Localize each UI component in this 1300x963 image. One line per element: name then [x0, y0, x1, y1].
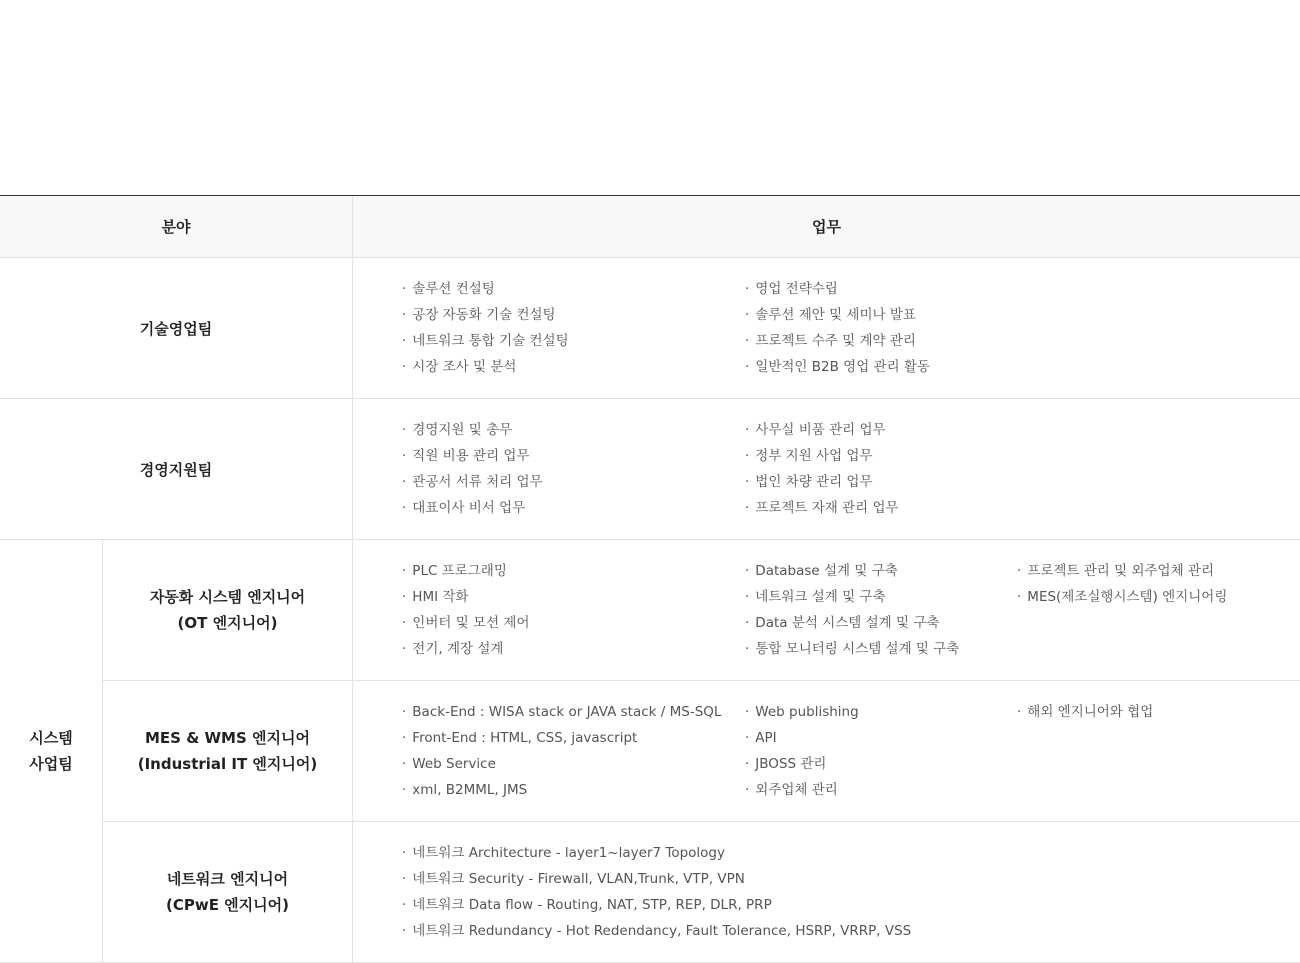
list-item — [402, 725, 721, 751]
table-row-management — [0, 399, 1300, 540]
list-item — [745, 495, 899, 521]
bullet-icon: · — [745, 281, 750, 297]
list-item-text: Web Service — [412, 756, 496, 772]
system-group — [0, 540, 1300, 963]
bullet-icon: · — [402, 730, 407, 746]
table-row-ot-engineer — [103, 540, 1300, 681]
bullet-icon: · — [745, 704, 750, 720]
duty-list — [1017, 699, 1153, 725]
header-duties: 업무 — [812, 218, 841, 236]
list-item-text: 외주업체 관리 — [755, 782, 838, 798]
list-item-text: MES(제조실행시스템) 엔지니어링 — [1027, 589, 1228, 605]
bullet-icon: · — [402, 615, 407, 631]
bullet-icon: · — [745, 782, 750, 798]
list-item — [402, 417, 543, 443]
bullet-icon: · — [402, 641, 407, 657]
list-item — [745, 302, 930, 328]
field-name: 네트워크 엔지니어 (CPwE 엔지니어) — [103, 822, 353, 962]
bullet-icon: · — [745, 641, 750, 657]
list-item-text: 네트워크 통합 기술 컨설팅 — [412, 333, 569, 349]
duty-list — [402, 417, 543, 521]
bullet-icon: · — [1017, 563, 1022, 579]
list-item — [402, 636, 530, 662]
list-item-text: API — [755, 730, 777, 746]
list-item-text: 인버터 및 모션 제어 — [412, 615, 530, 631]
list-item — [402, 469, 543, 495]
duty-list — [745, 276, 930, 380]
list-item-text: HMI 작화 — [412, 589, 469, 605]
bullet-icon: · — [745, 615, 750, 631]
list-item-text: 관공서 서류 처리 업무 — [412, 474, 543, 490]
duty-list — [402, 276, 569, 380]
bullet-icon: · — [745, 474, 750, 490]
bullet-icon: · — [402, 845, 407, 861]
bullet-icon: · — [402, 474, 407, 490]
duty-list — [745, 417, 899, 521]
duties-cell — [353, 399, 1300, 539]
duty-list — [402, 699, 721, 803]
list-item — [402, 610, 530, 636]
field-name: MES & WMS 엔지니어 (Industrial IT 엔지니어) — [103, 681, 353, 821]
list-item-text: 프로젝트 관리 및 외주업체 관리 — [1027, 563, 1214, 579]
bullet-icon: · — [745, 448, 750, 464]
list-item — [745, 725, 859, 751]
list-item-text: 프로젝트 자재 관리 업무 — [755, 500, 899, 516]
bullet-icon: · — [402, 704, 407, 720]
list-item — [745, 610, 959, 636]
list-item — [745, 636, 959, 662]
list-item-text: 영업 전략수립 — [755, 281, 838, 297]
list-item-text: 법인 차량 관리 업무 — [755, 474, 873, 490]
bullet-icon: · — [402, 563, 407, 579]
list-item-text: Data 분석 시스템 설계 및 구축 — [755, 615, 940, 631]
list-item-text: 직원 비용 관리 업무 — [412, 448, 530, 464]
list-item-text: 일반적인 B2B 영업 관리 활동 — [755, 359, 930, 375]
bullet-icon: · — [745, 359, 750, 375]
list-item — [402, 584, 530, 610]
list-item — [745, 276, 930, 302]
list-item-text: 프로젝트 수주 및 계약 관리 — [755, 333, 916, 349]
duties-cell — [353, 258, 1300, 398]
bullet-icon: · — [402, 589, 407, 605]
bullet-icon: · — [402, 422, 407, 438]
list-item-text: Back-End : WISA stack or JAVA stack / MS-SQL — [412, 704, 722, 720]
list-item — [1017, 584, 1227, 610]
list-item-text: 네트워크 Redundancy - Hot Redendancy, Fault Tolerance, HSRP, VRRP, VSS — [412, 923, 912, 939]
duties-cell — [353, 540, 1300, 680]
list-item — [745, 584, 959, 610]
list-item — [745, 417, 899, 443]
duty-list — [745, 699, 859, 803]
bullet-icon: · — [402, 359, 407, 375]
list-item-text: 통합 모니터링 시스템 설계 및 구축 — [755, 641, 960, 657]
list-item — [1017, 558, 1227, 584]
duty-list — [1017, 558, 1227, 610]
list-item-text: 네트워크 설계 및 구축 — [755, 589, 886, 605]
list-item — [402, 328, 569, 354]
field-name: 기술영업팀 — [0, 258, 353, 398]
list-item-text: PLC 프로그래밍 — [412, 563, 507, 579]
list-item-text: 정부 지원 사업 업무 — [755, 448, 873, 464]
bullet-icon: · — [402, 871, 407, 887]
bullet-icon: · — [745, 563, 750, 579]
field-name: 경영지원팀 — [0, 399, 353, 539]
header-field: 분야 — [0, 196, 353, 257]
list-item-text: JBOSS 관리 — [755, 756, 827, 772]
bullet-icon: · — [745, 307, 750, 323]
list-item — [402, 354, 569, 380]
list-item-text: Front-End : HTML, CSS, javascript — [412, 730, 638, 746]
list-item — [402, 866, 911, 892]
list-item — [402, 276, 569, 302]
list-item — [745, 699, 859, 725]
list-item-text: 대표이사 비서 업무 — [412, 500, 526, 516]
list-item-text: 전기, 계장 설계 — [412, 641, 504, 657]
list-item-text: 네트워크 Data flow - Routing, NAT, STP, REP, DLR, PRP — [412, 897, 772, 913]
list-item-text: 솔루션 제안 및 세미나 발표 — [755, 307, 916, 323]
list-item-text: 공장 자동화 기술 컨설팅 — [412, 307, 556, 323]
bullet-icon: · — [745, 589, 750, 605]
list-item-text: 시장 조사 및 분석 — [412, 359, 517, 375]
bullet-icon: · — [402, 307, 407, 323]
table-row-mes-engineer — [103, 681, 1300, 822]
list-item — [402, 751, 721, 777]
list-item-text: 솔루션 컨설팅 — [412, 281, 495, 297]
duty-list — [745, 558, 959, 662]
list-item-text: 경영지원 및 총무 — [412, 422, 513, 438]
list-item-text: 해외 엔지니어와 협업 — [1027, 704, 1154, 720]
bullet-icon: · — [402, 923, 407, 939]
bullet-icon: · — [1017, 589, 1022, 605]
group-name: 시스템 사업팀 — [0, 540, 103, 963]
list-item-text: 네트워크 Security - Firewall, VLAN,Trunk, VTP, VPN — [412, 871, 745, 887]
list-item — [402, 558, 530, 584]
bullet-icon: · — [1017, 704, 1022, 720]
duty-list — [402, 558, 530, 662]
group-rows — [103, 540, 1300, 963]
list-item-text: 사무실 비품 관리 업무 — [755, 422, 886, 438]
bullet-icon: · — [402, 756, 407, 772]
list-item-text: 네트워크 Architecture - layer1~layer7 Topology — [412, 845, 725, 861]
list-item — [745, 558, 959, 584]
list-item — [745, 354, 930, 380]
bullet-icon: · — [402, 782, 407, 798]
list-item — [402, 443, 543, 469]
list-item-text: Web publishing — [755, 704, 859, 720]
bullet-icon: · — [745, 500, 750, 516]
bullet-icon: · — [402, 333, 407, 349]
list-item — [745, 443, 899, 469]
list-item — [745, 328, 930, 354]
list-item — [402, 495, 543, 521]
bullet-icon: · — [402, 281, 407, 297]
list-item — [402, 777, 721, 803]
list-item — [402, 840, 911, 866]
bullet-icon: · — [745, 756, 750, 772]
bullet-icon: · — [745, 422, 750, 438]
list-item — [402, 699, 721, 725]
table-row-tech-sales — [0, 258, 1300, 399]
duties-cell — [353, 681, 1300, 821]
list-item-text: Database 설계 및 구축 — [755, 563, 898, 579]
list-item — [402, 302, 569, 328]
list-item — [745, 777, 859, 803]
bullet-icon: · — [402, 448, 407, 464]
duty-list — [402, 840, 911, 944]
business-table — [0, 195, 1300, 963]
list-item — [1017, 699, 1153, 725]
bullet-icon: · — [402, 897, 407, 913]
list-item — [402, 918, 911, 944]
field-name: 자동화 시스템 엔지니어 (OT 엔지니어) — [103, 540, 353, 680]
list-item — [745, 469, 899, 495]
list-item-text: xml, B2MML, JMS — [412, 782, 528, 798]
list-item — [745, 751, 859, 777]
table-row-network-engineer — [103, 822, 1300, 963]
list-item — [402, 892, 911, 918]
duties-cell — [353, 822, 1300, 962]
table-header — [0, 196, 1300, 258]
bullet-icon: · — [745, 333, 750, 349]
bullet-icon: · — [402, 500, 407, 516]
bullet-icon: · — [745, 730, 750, 746]
